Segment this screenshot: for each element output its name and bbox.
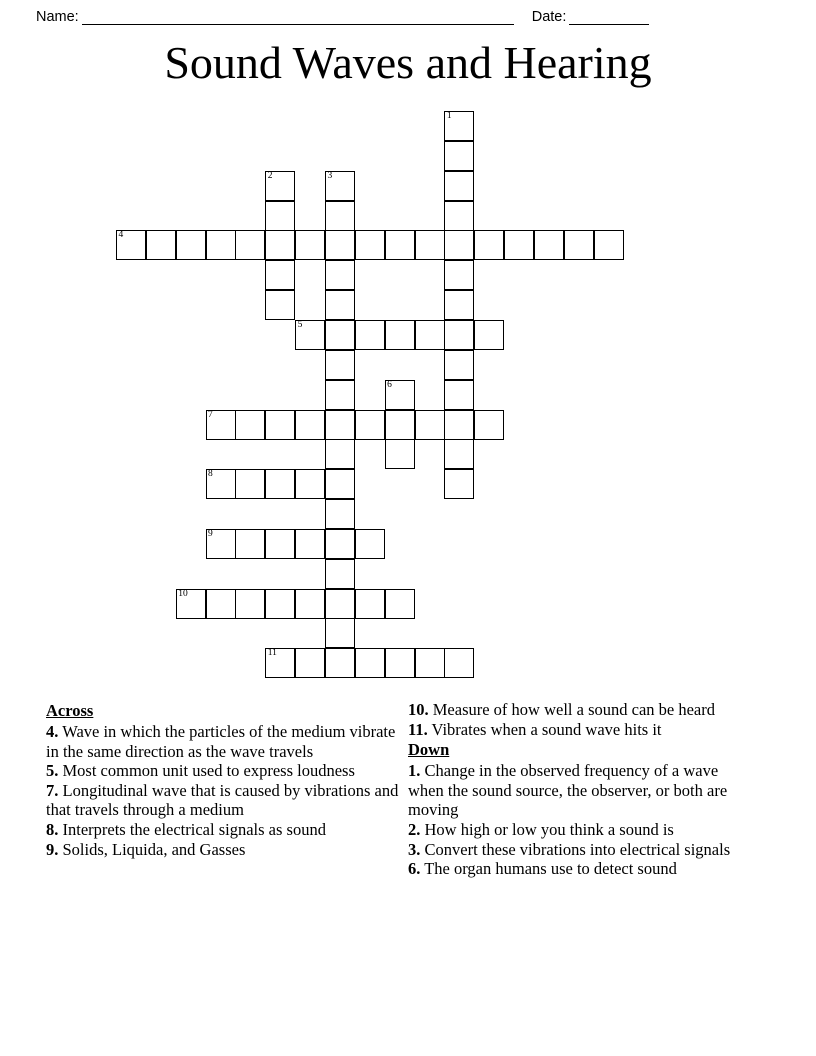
crossword-cell[interactable] — [325, 618, 355, 648]
clue-text: Measure of how well a sound can be heard — [428, 700, 715, 719]
crossword-cell[interactable] — [295, 529, 325, 559]
cell-number: 10 — [178, 588, 188, 599]
crossword-cell[interactable] — [355, 410, 385, 440]
clue-text: Most common unit used to express loudness — [58, 761, 355, 781]
date-label: Date: — [531, 9, 567, 25]
crossword-cell[interactable] — [444, 648, 474, 678]
crossword-cell[interactable] — [385, 320, 415, 350]
crossword-cell[interactable] — [444, 111, 474, 141]
down-heading: Down — [408, 740, 450, 760]
crossword-cell[interactable] — [355, 589, 385, 619]
clue-text: Convert these vibrations into electrical signals — [420, 839, 731, 859]
clue-item — [46, 840, 402, 860]
crossword-cell[interactable] — [444, 260, 474, 290]
crossword-cell[interactable] — [415, 648, 445, 678]
crossword-cell[interactable] — [594, 230, 624, 260]
crossword-cell[interactable] — [295, 648, 325, 678]
crossword-cell[interactable] — [325, 410, 355, 440]
clue-number: 5. — [46, 761, 59, 781]
clue-item — [46, 781, 402, 820]
crossword-cell[interactable] — [564, 230, 594, 260]
cell-number: 3 — [327, 170, 333, 181]
clue-text: Vibrates when a sound wave hits it — [427, 719, 662, 739]
cell-number: 11 — [267, 648, 277, 659]
crossword-cell[interactable] — [206, 589, 236, 619]
crossword-cell[interactable] — [415, 410, 445, 440]
cell-number: 9 — [208, 528, 213, 539]
crossword-cell[interactable] — [385, 410, 415, 440]
crossword-cell[interactable] — [235, 230, 265, 260]
crossword-cell[interactable] — [325, 469, 355, 499]
clue-text: Interprets the electrical signals as sound — [58, 819, 326, 839]
crossword-cell[interactable] — [355, 648, 385, 678]
crossword-cell[interactable] — [295, 410, 325, 440]
clues-column-right — [408, 700, 758, 879]
clue-item — [408, 859, 758, 879]
crossword-cell[interactable] — [355, 320, 385, 350]
crossword-cell[interactable] — [415, 320, 445, 350]
clue-text: Longitudinal wave that is caused by vibrations and that travels through a medium — [46, 780, 399, 820]
name-input-rule[interactable] — [82, 11, 514, 25]
crossword-cell[interactable] — [444, 350, 474, 380]
crossword-cell[interactable] — [295, 589, 325, 619]
clue-number: 3. — [408, 839, 421, 859]
clue-item — [408, 761, 758, 820]
crossword-cell[interactable] — [176, 230, 206, 260]
crossword-cell[interactable] — [355, 230, 385, 260]
crossword-cell[interactable] — [265, 529, 295, 559]
crossword-cell[interactable] — [504, 230, 534, 260]
crossword-cell[interactable] — [325, 439, 355, 469]
clue-number: 6. — [408, 859, 421, 879]
crossword-cell[interactable] — [295, 230, 325, 260]
crossword-cell[interactable] — [444, 141, 474, 171]
crossword-cell[interactable] — [325, 260, 355, 290]
crossword-cell[interactable] — [235, 410, 265, 440]
clue-number: 4. — [46, 722, 59, 741]
crossword-cell[interactable] — [325, 380, 355, 410]
crossword-cell[interactable] — [295, 320, 325, 350]
crossword-cell[interactable] — [444, 320, 474, 350]
clue-number: 7. — [46, 780, 59, 800]
crossword-cell[interactable] — [325, 499, 355, 529]
crossword-cell[interactable] — [444, 469, 474, 499]
across-heading: Across — [46, 701, 94, 720]
crossword-cell[interactable] — [325, 320, 355, 350]
clue-item — [46, 761, 402, 781]
clues-section — [46, 700, 758, 960]
clue-number: 11. — [408, 719, 428, 739]
clue-item — [408, 700, 758, 720]
crossword-cell[interactable] — [206, 529, 236, 559]
crossword-cell[interactable] — [385, 230, 415, 260]
crossword-cell[interactable] — [206, 230, 236, 260]
clue-item — [408, 840, 758, 860]
cell-number: 7 — [208, 409, 213, 420]
crossword-cell[interactable] — [325, 230, 355, 260]
crossword-cell[interactable] — [474, 230, 504, 260]
clue-text: The organ humans use to detect sound — [420, 859, 677, 879]
crossword-cell[interactable] — [146, 230, 176, 260]
clue-item — [46, 722, 402, 761]
crossword-cell[interactable] — [325, 529, 355, 559]
crossword-cell[interactable] — [265, 230, 295, 260]
cell-number: 1 — [446, 111, 452, 121]
crossword-cell[interactable] — [265, 290, 295, 320]
clue-item — [408, 720, 758, 740]
crossword-cell[interactable] — [474, 320, 504, 350]
crossword-cell[interactable] — [385, 380, 415, 410]
crossword-cell[interactable] — [355, 529, 385, 559]
crossword-cell[interactable] — [325, 171, 355, 201]
crossword-cell[interactable] — [385, 648, 415, 678]
crossword-cell[interactable] — [444, 290, 474, 320]
clue-number: 2. — [408, 819, 421, 839]
crossword-cell[interactable] — [176, 589, 206, 619]
clue-text: Solids, Liquida, and Gasses — [58, 839, 246, 859]
cell-number: 2 — [267, 170, 273, 181]
crossword-cell[interactable] — [474, 410, 504, 440]
date-input-rule[interactable] — [569, 11, 649, 25]
cell-number: 5 — [297, 319, 303, 330]
clue-number: 1. — [408, 761, 421, 781]
crossword-cell[interactable] — [444, 439, 474, 469]
crossword-cell[interactable] — [444, 410, 474, 440]
page-title: Sound Waves and Hearing — [164, 37, 652, 88]
crossword-cell[interactable] — [265, 171, 295, 201]
crossword-cell[interactable] — [235, 529, 265, 559]
crossword-cell[interactable] — [206, 469, 236, 499]
crossword-cell[interactable] — [325, 201, 355, 231]
cell-number: 6 — [387, 379, 392, 390]
crossword-cell[interactable] — [265, 260, 295, 290]
crossword-cell[interactable] — [444, 201, 474, 231]
clue-number: 10. — [408, 700, 429, 719]
cell-number: 8 — [208, 469, 213, 480]
crossword-cell[interactable] — [325, 290, 355, 320]
crossword-cell[interactable] — [265, 469, 295, 499]
crossword-cell[interactable] — [265, 410, 295, 440]
name-label: Name: — [36, 9, 79, 25]
crossword-cell[interactable] — [265, 201, 295, 231]
clue-number: 8. — [46, 819, 59, 839]
crossword-cell[interactable] — [206, 410, 236, 440]
crossword-cell[interactable] — [534, 230, 564, 260]
crossword-cell[interactable] — [325, 589, 355, 619]
crossword-cell[interactable] — [444, 171, 474, 201]
clue-text: Change in the observed frequency of a wave when the sound source, the observer, or both are moving — [408, 761, 728, 820]
crossword-cell[interactable] — [385, 589, 415, 619]
crossword-cell[interactable] — [385, 439, 415, 469]
crossword-cell[interactable] — [295, 469, 325, 499]
crossword-cell[interactable] — [444, 230, 474, 260]
clue-number: 9. — [46, 839, 59, 859]
crossword-cell[interactable] — [325, 648, 355, 678]
clue-text: How high or low you think a sound is — [420, 819, 674, 839]
cell-number: 4 — [118, 230, 124, 241]
crossword-cell[interactable] — [325, 559, 355, 589]
clue-text: Wave in which the particles of the medium vibrate in the same direction as the wave travels — [46, 722, 396, 761]
clue-item — [46, 820, 402, 840]
crossword-cell[interactable] — [325, 350, 355, 380]
crossword-cell[interactable] — [444, 380, 474, 410]
clues-column-left — [46, 700, 402, 859]
crossword-cell[interactable] — [415, 230, 445, 260]
crossword-cell[interactable] — [235, 469, 265, 499]
crossword-cell[interactable] — [235, 589, 265, 619]
crossword-cell[interactable] — [265, 589, 295, 619]
crossword-cell[interactable] — [265, 648, 295, 678]
name-date-row — [36, 0, 780, 26]
clue-item — [408, 820, 758, 840]
crossword-cell[interactable] — [116, 230, 146, 260]
crossword-grid — [116, 111, 676, 701]
